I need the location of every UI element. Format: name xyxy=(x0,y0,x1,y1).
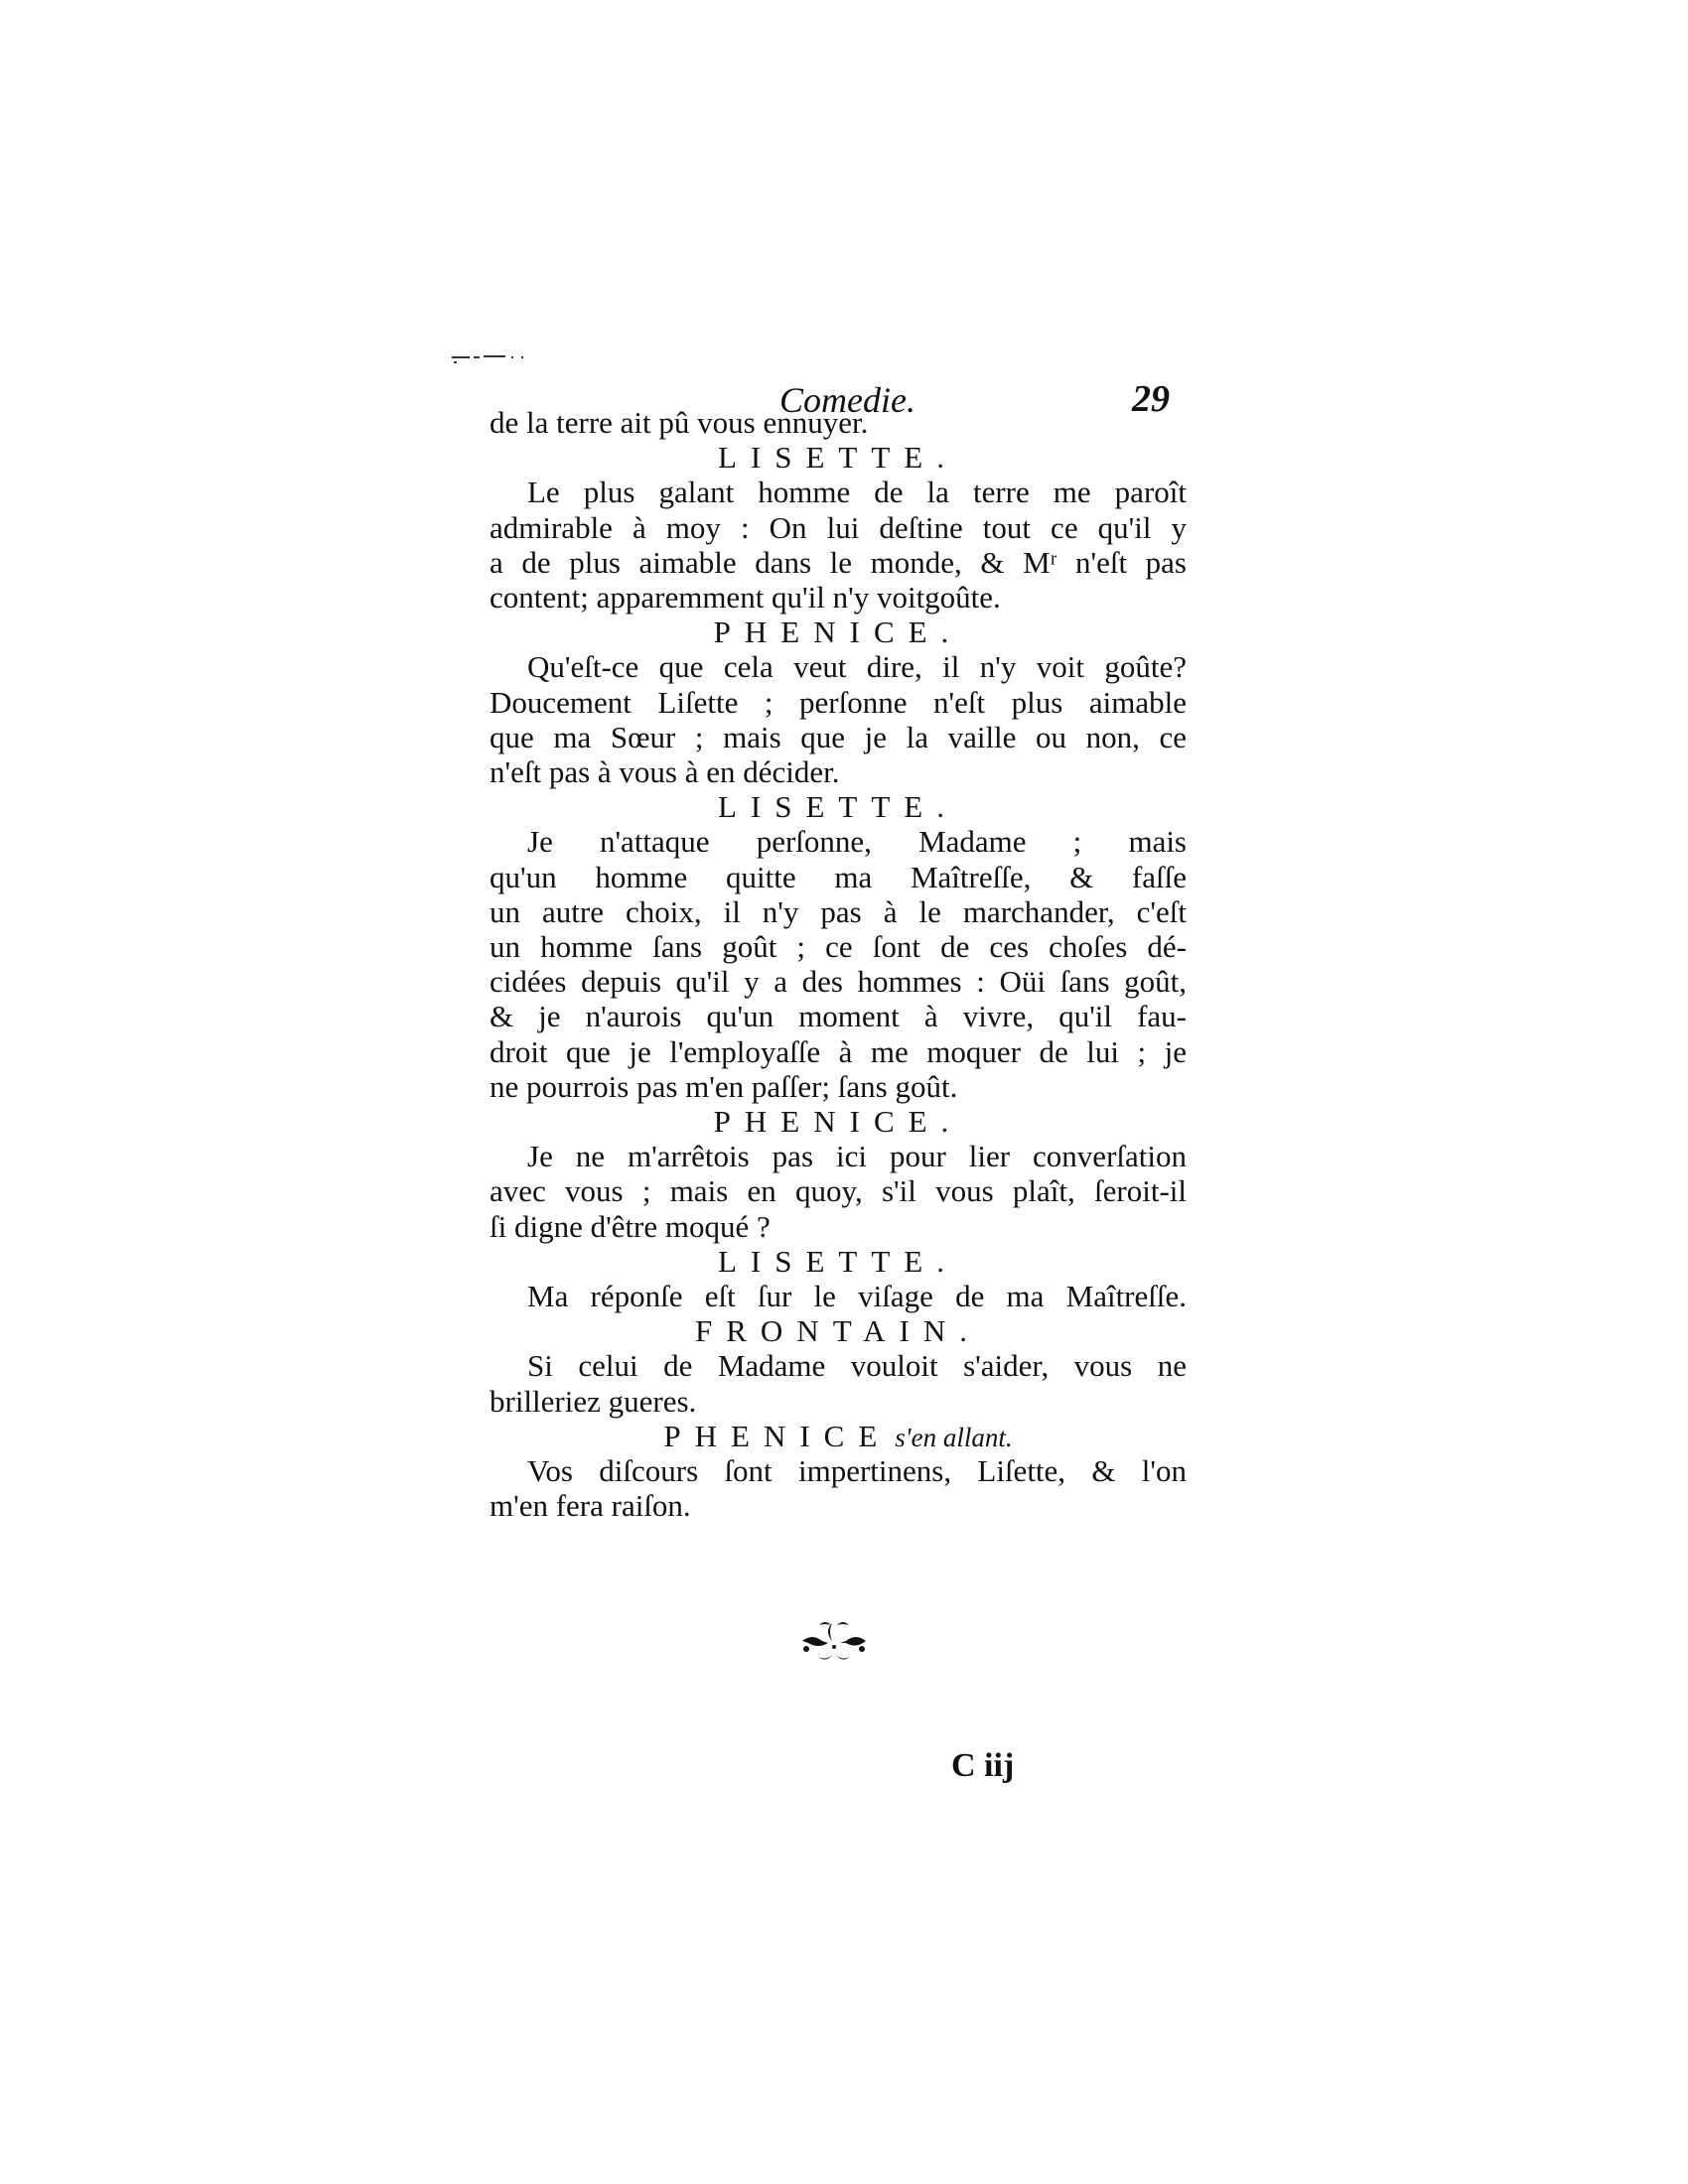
scan-speckle xyxy=(452,352,571,364)
text-line: content; apparemment qu'il n'y voitgoûte. xyxy=(490,580,1001,614)
stage-direction: s'en allant. xyxy=(895,1422,1013,1452)
text-line: Le plus galant homme de la terre me paroît xyxy=(527,475,1187,510)
speaker-name xyxy=(490,1244,1187,1280)
text-line: un autre choix, il n'y pas à le marchander, c'eſt xyxy=(490,893,1187,929)
speaker-label: PHENICE. xyxy=(713,1104,963,1139)
text-line: Qu'eſt-ce que cela veut dire, il n'y voit goûte? xyxy=(527,649,1187,685)
speaker-label: FRONTAIN. xyxy=(695,1313,981,1349)
text-line: droit que je l'employaſſe à me moquer de lui ; je xyxy=(490,1033,1187,1069)
text-line: avec vous ; mais en quoy, s'il vous plaît, ſeroit-il xyxy=(490,1173,1187,1209)
text-line: qu'un homme quitte ma Maîtreſſe, & faſſe xyxy=(490,859,1187,894)
text-line: Ma réponſe eſt ſur le viſage de ma Maîtreſſe. xyxy=(527,1279,1187,1313)
signature-mark: C iij xyxy=(951,1747,1015,1784)
text-line: a de plus aimable dans le monde, & Mʳ n'eſt pas xyxy=(490,544,1187,580)
text-line: m'en fera raiſon. xyxy=(490,1488,691,1524)
text-line: cidées depuis qu'il y a des hommes : Oüi ſans goût, xyxy=(490,964,1187,1000)
speaker-label: PHENICE xyxy=(663,1418,892,1453)
speaker-name xyxy=(490,1313,1187,1349)
page-number: 29 xyxy=(1132,378,1170,420)
text-line: que ma Sœur ; mais que je la vaille ou non, ce xyxy=(490,719,1187,754)
text-line: Doucement Liſette ; perſonne n'eſt plus aimable xyxy=(490,684,1187,720)
speaker-label: PHENICE. xyxy=(713,614,963,650)
speaker-name xyxy=(490,1419,1187,1455)
text-line: Je ne m'arrêtois pas ici pour lier converſation xyxy=(527,1139,1187,1174)
text-line: n'eſt pas à vous à en décider. xyxy=(490,754,840,789)
text-line: ſi digne d'être moqué ? xyxy=(490,1208,771,1244)
text-line: admirable à moy : On lui deſtine tout ce qu'il y xyxy=(490,509,1187,545)
speaker-label: LISETTE. xyxy=(718,789,958,825)
ornament-icon xyxy=(794,1613,874,1673)
speaker-name xyxy=(490,614,1187,650)
text-line: & je n'aurois qu'un moment à vivre, qu'il fau- xyxy=(490,999,1187,1034)
text-line: de la terre ait pû vous ennuyer. xyxy=(490,405,869,440)
speaker-name xyxy=(490,1104,1187,1140)
text-line: Je n'attaque perſonne, Madame ; mais xyxy=(527,824,1187,860)
speaker-label: LISETTE. xyxy=(718,440,958,476)
text-line: Si celui de Madame vouloit s'aider, vous ne xyxy=(527,1348,1187,1384)
speaker-name xyxy=(490,789,1187,825)
speaker-label: LISETTE. xyxy=(718,1243,958,1279)
text-line: Vos diſcours ſont impertinens, Liſette, & l'on xyxy=(527,1453,1187,1488)
speaker-name xyxy=(490,440,1187,476)
text-line: brilleriez gueres. xyxy=(490,1383,697,1419)
text-line: ne pourrois pas m'en paſſer; ſans goût. xyxy=(490,1068,958,1104)
running-title: Comedie. xyxy=(779,380,915,420)
text-line: un homme ſans goût ; ce ſont de ces choſes dé- xyxy=(490,929,1187,964)
